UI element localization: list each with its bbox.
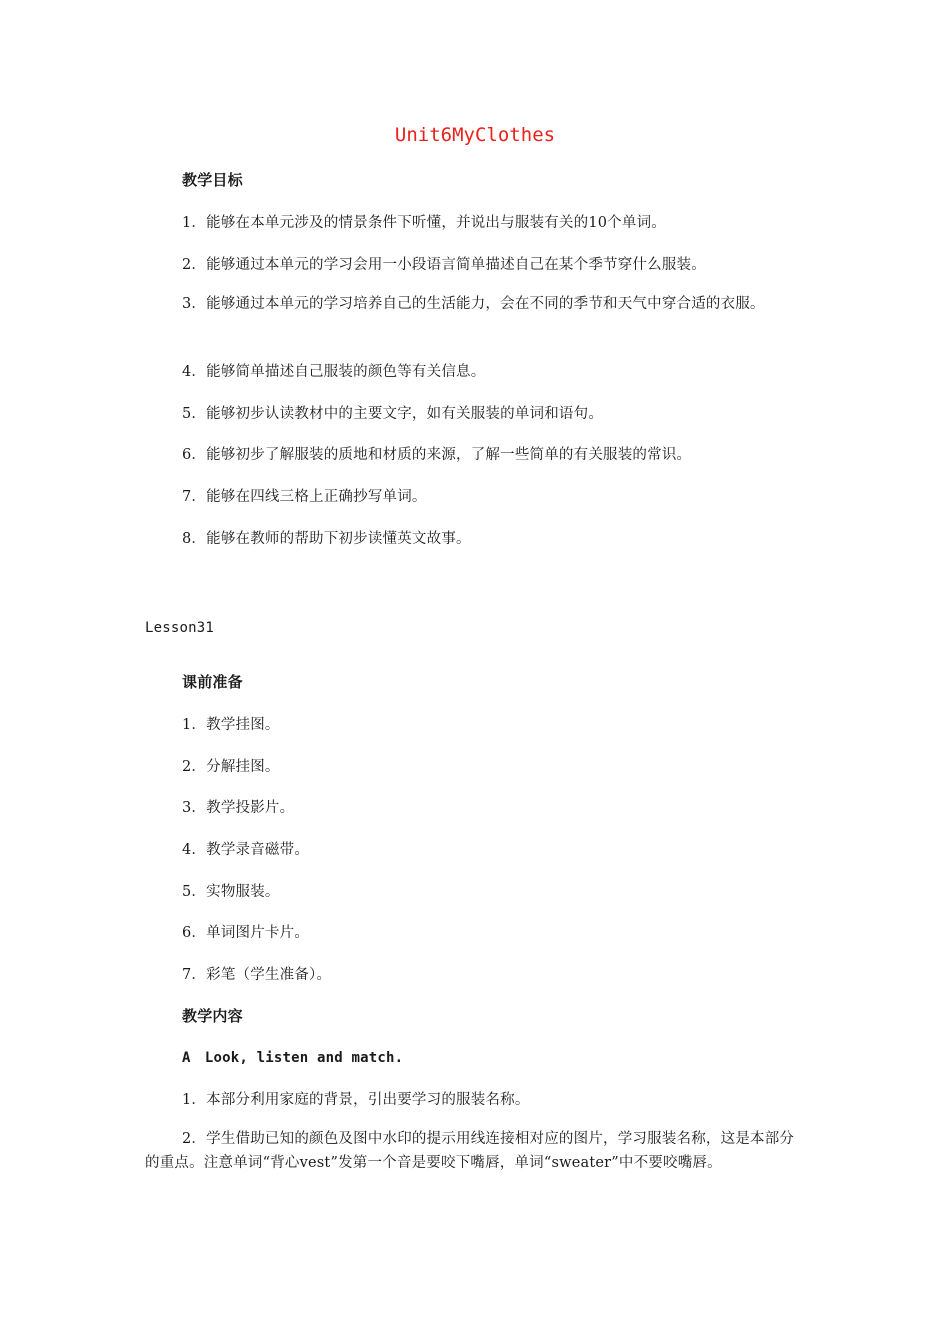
- goal-item: 1．能够在本单元涉及的情景条件下听懂，并说出与服装有关的10个单词。: [182, 215, 666, 231]
- goal-item: 3．能够通过本单元的学习培养自己的生活能力，会在不同的季节和天气中穿合适的衣服。: [182, 296, 765, 312]
- prep-item: 4．教学录音磁带。: [182, 842, 310, 858]
- goal-item: 6．能够初步了解服装的质地和材质的来源，了解一些简单的有关服装的常识。: [182, 447, 692, 463]
- goal-item: 8．能够在教师的帮助下初步读懂英文故事。: [182, 531, 471, 547]
- prep-item: 5．实物服装。: [182, 884, 280, 900]
- section-heading-goals: 教学目标: [182, 171, 243, 189]
- prep-item: 7．彩笔（学生准备）。: [182, 967, 332, 983]
- lesson-title: Lesson31: [145, 620, 215, 636]
- section-a-title: A Look, listen and match.: [182, 1050, 404, 1066]
- section-heading-content: 教学内容: [182, 1007, 243, 1025]
- goal-item: 4．能够简单描述自己服装的颜色等有关信息。: [182, 364, 486, 380]
- prep-item: 3．教学投影片。: [182, 800, 295, 816]
- prep-item: 6．单词图片卡片。: [182, 925, 310, 941]
- document-title: Unit6MyClothes: [394, 124, 556, 146]
- content-item: 2．学生借助已知的颜色及图中水印的提示用线连接相对应的图片，学习服装名称，这是本部分的重点。注意单词“背心vest”发第一个音是要咬下嘴唇，单词“sweater”中不要咬嘴唇。: [145, 1131, 795, 1171]
- section-heading-prep: 课前准备: [182, 673, 243, 691]
- goal-item: 2．能够通过本单元的学习会用一小段语言简单描述自己在某个季节穿什么服装。: [182, 257, 706, 273]
- content-item: 1．本部分利用家庭的背景，引出要学习的服装名称。: [182, 1092, 530, 1108]
- prep-item: 1．教学挂图。: [182, 717, 280, 733]
- prep-item: 2．分解挂图。: [182, 759, 280, 775]
- goal-item: 7．能够在四线三格上正确抄写单词。: [182, 489, 427, 505]
- goal-item: 5．能够初步认读教材中的主要文字，如有关服装的单词和语句。: [182, 406, 604, 422]
